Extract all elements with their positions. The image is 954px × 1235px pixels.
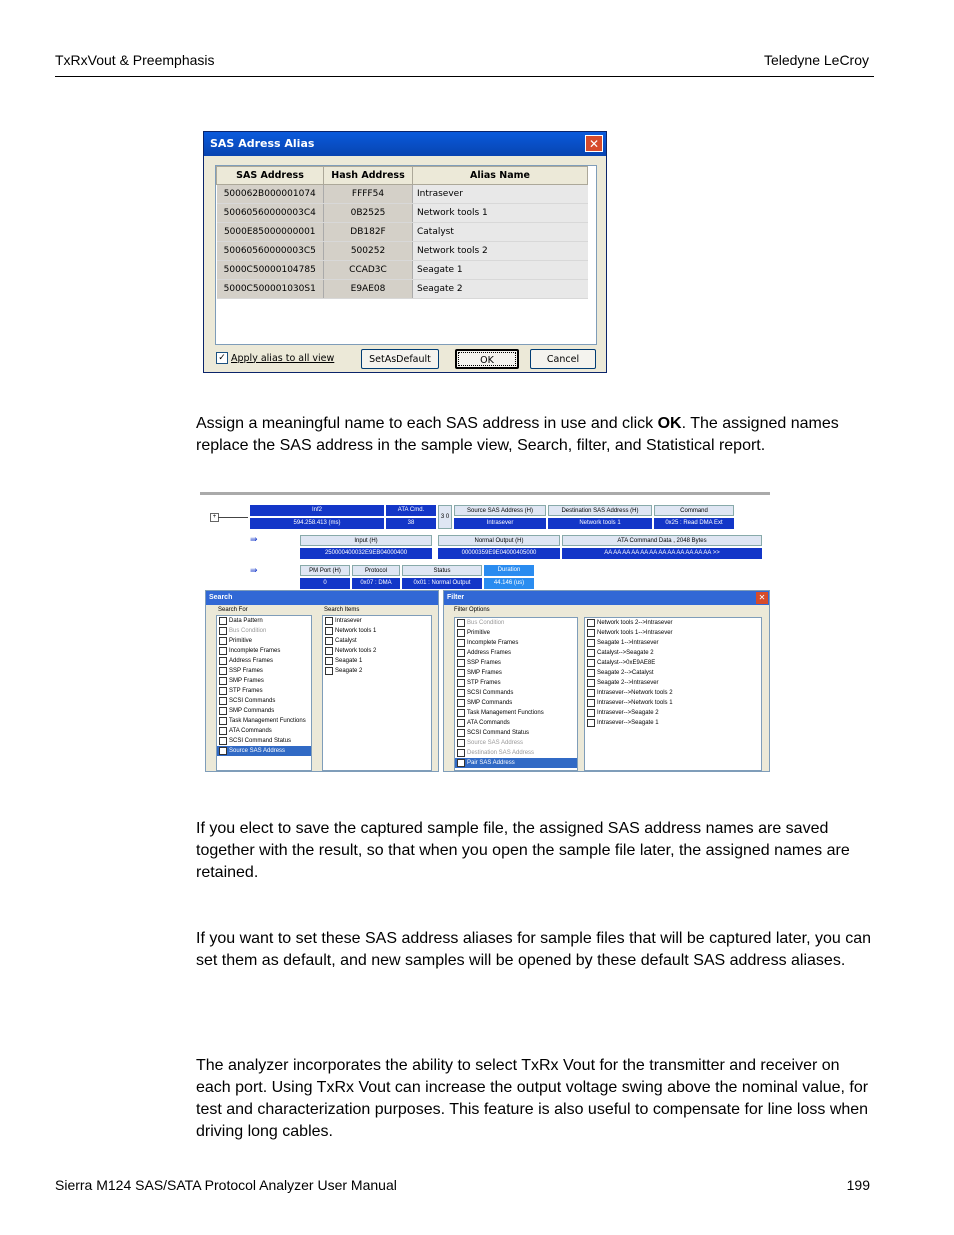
sas-address-cell: 5000E85000000001 [217, 223, 324, 242]
list-item[interactable] [455, 738, 577, 748]
hash-address-cell: 0B2525 [324, 204, 413, 223]
list-item[interactable] [455, 658, 577, 668]
list-item[interactable] [217, 666, 311, 676]
checkbox-icon[interactable] [219, 657, 227, 665]
table-row[interactable] [217, 261, 588, 280]
list-item-label: Intrasever-->Seagate 1 [597, 720, 659, 726]
list-item[interactable] [455, 708, 577, 718]
list-item-label: Catalyst-->Seagate 2 [597, 650, 654, 656]
checkbox-icon[interactable] [457, 759, 465, 767]
list-item[interactable] [217, 646, 311, 656]
checkbox-icon[interactable] [219, 737, 227, 745]
checkbox-icon[interactable] [219, 637, 227, 645]
checkbox-icon[interactable] [457, 749, 465, 757]
hash-address-cell: E9AE08 [324, 280, 413, 299]
search-for-list[interactable] [216, 615, 312, 771]
list-item-label: Task Management Functions [467, 710, 544, 716]
protocol-header: Protocol [352, 565, 400, 576]
list-item[interactable] [585, 678, 761, 688]
checkbox-icon[interactable] [457, 669, 465, 677]
search-for-label: Search For [218, 607, 248, 613]
source-sas-header: Source SAS Address (H) [454, 505, 546, 516]
ata-cmd: ATA Cmd. [386, 505, 436, 516]
list-item-label: SCSI Commands [229, 698, 276, 704]
alias-name-cell[interactable]: Network tools 1 [413, 204, 588, 223]
list-item[interactable] [585, 688, 761, 698]
checkbox-icon[interactable] [219, 747, 227, 755]
list-item-label: Source SAS Address [467, 740, 524, 746]
list-item[interactable] [217, 656, 311, 666]
paragraph-assign-names [196, 413, 876, 457]
cancel-button[interactable]: Cancel [530, 349, 596, 369]
checkbox-icon[interactable] [587, 639, 595, 647]
list-item-label: STP Frames [229, 688, 263, 694]
dest-sas-value: Network tools 1 [548, 518, 652, 529]
list-item-label: SCSI Command Status [229, 738, 292, 744]
para1-bold-ok: OK [657, 415, 682, 432]
list-item-label: SMP Commands [229, 708, 275, 714]
footer-left: Sierra M124 SAS/SATA Protocol Analyzer User Manual [55, 1177, 397, 1193]
filter-options-list[interactable] [454, 617, 578, 771]
ok-button[interactable]: OK [455, 349, 519, 369]
list-item[interactable] [585, 708, 761, 718]
checkbox-icon[interactable] [219, 707, 227, 715]
search-items-label: Search Items [324, 607, 360, 613]
sample-view [200, 492, 770, 591]
list-item[interactable] [585, 658, 761, 668]
checkbox-icon[interactable] [325, 667, 333, 675]
list-item[interactable] [455, 718, 577, 728]
checkbox-icon[interactable] [587, 709, 595, 717]
list-item-label: Address Frames [229, 658, 274, 664]
list-item-label: Seagate 2 [335, 668, 363, 674]
set-as-default-button[interactable]: SetAsDefault [361, 349, 439, 369]
checkbox-icon[interactable] [457, 719, 465, 727]
list-item[interactable] [217, 636, 311, 646]
apply-alias-checkbox[interactable] [216, 352, 334, 364]
list-item[interactable] [217, 736, 311, 746]
input-header: Input (H) [300, 535, 432, 546]
checkbox-icon[interactable] [219, 667, 227, 675]
normal-output-value: 00000359E9E04000405000 [438, 548, 560, 559]
sas-address-cell: 5000C50000104785 [217, 261, 324, 280]
checkbox-icon[interactable] [457, 679, 465, 687]
list-item-label: Incomplete Frames [229, 648, 281, 654]
list-item[interactable] [455, 698, 577, 708]
search-panel [205, 590, 439, 772]
filter-title: Filter [447, 594, 465, 601]
list-item[interactable] [455, 758, 577, 768]
checkbox-icon[interactable] [457, 629, 465, 637]
checkbox-icon[interactable] [587, 689, 595, 697]
source-sas-value: Intrasever [454, 518, 546, 529]
list-item-label: Source SAS Address [229, 748, 286, 754]
list-item-label: Seagate 2-->Catalyst [597, 670, 654, 676]
checkbox-icon[interactable] [325, 617, 333, 625]
close-icon[interactable]: ✕ [756, 592, 768, 604]
checkbox-icon[interactable] [457, 709, 465, 717]
list-item-label: Task Management Functions [229, 718, 306, 724]
list-item-label: SCSI Command Status [467, 730, 530, 736]
command-value: 0x25 : Read DMA Ext [654, 518, 734, 529]
list-item-label: ATA Commands [467, 720, 510, 726]
list-item[interactable] [455, 668, 577, 678]
alias-name-cell[interactable]: Seagate 2 [413, 280, 588, 299]
list-item[interactable] [585, 618, 761, 628]
list-item[interactable] [323, 656, 431, 666]
list-item[interactable] [455, 628, 577, 638]
table-row[interactable] [217, 204, 588, 223]
duration-header: Duration [484, 565, 534, 576]
hash-address-cell: DB182F [324, 223, 413, 242]
ata-data-header: ATA Command Data , 2048 Bytes [562, 535, 762, 546]
arrow-icon: ⇛ [250, 534, 258, 544]
paragraph-set-default: If you want to set these SAS address aliases for sample files that will be captured later, you can set them as default, and new samples will be opened by these default SAS address aliases. [196, 930, 872, 969]
sample-view-search-filter-screenshot [200, 492, 770, 772]
checkbox-icon[interactable] [219, 717, 227, 725]
hash-address-cell: FFFF54 [324, 185, 413, 204]
paragraph-txrx-vout: The analyzer incorporates the ability to select TxRx Vout for the transmitter and receiver on each port. Using TxRx Vout can increase the output voltage swing above the nominal value, for test and characterization purposes. This feature is also useful to compensate for line loss when driving long cables. [196, 1057, 869, 1140]
close-icon[interactable]: ✕ [585, 135, 603, 152]
list-item-label: Intrasever-->Network tools 1 [597, 700, 673, 706]
ata-data-value: AA AA AA AA AA AA AA AA AA AA AA AA >> [562, 548, 762, 559]
input-value: 250000400032E9EB04000400 [300, 548, 432, 559]
list-item[interactable] [455, 618, 577, 628]
table-row[interactable] [217, 223, 588, 242]
list-item[interactable] [455, 678, 577, 688]
list-item-label: SCSI Commands [467, 690, 514, 696]
list-item-label: Primitive [467, 630, 491, 636]
checkbox-icon[interactable] [219, 627, 227, 635]
list-item[interactable] [217, 716, 311, 726]
para1-text: Assign a meaningful name to each SAS address in use and click [196, 415, 658, 432]
checkbox-icon[interactable] [325, 657, 333, 665]
list-item-label: Data Pattern [229, 618, 263, 624]
list-item[interactable] [455, 648, 577, 658]
list-item[interactable] [217, 706, 311, 716]
list-item-label: Bus Condition [467, 620, 505, 626]
list-item-label: Bus Condition [229, 628, 267, 634]
list-item-label: ATA Commands [229, 728, 272, 734]
col-sas-address[interactable]: SAS Address [217, 167, 324, 185]
alias-name-cell[interactable]: Network tools 2 [413, 242, 588, 261]
list-item-label: SMP Commands [467, 700, 513, 706]
filter-title-bar [444, 591, 769, 605]
list-item-label: SSP Frames [467, 660, 501, 666]
hash-address-cell: CCAD3C [324, 261, 413, 280]
checkbox-icon[interactable] [457, 739, 465, 747]
expand-icon[interactable]: + [210, 513, 219, 522]
list-item[interactable] [585, 638, 761, 648]
list-item-label: Destination SAS Address [467, 750, 535, 756]
sas-address-cell: 50060560000003C5 [217, 242, 324, 261]
sas-address-cell: 5000C500001030S1 [217, 280, 324, 299]
checkbox-checked-icon[interactable]: ✓ [216, 352, 228, 364]
list-item-label: Network tools 1-->Intrasever [597, 630, 673, 636]
checkbox-icon[interactable] [219, 687, 227, 695]
list-item-label: Seagate 1-->Intrasever [597, 640, 659, 646]
checkbox-icon[interactable] [219, 677, 227, 685]
header-rule [55, 76, 874, 77]
dialog-title-bar [204, 132, 606, 156]
list-item-label: Network tools 2 [335, 648, 377, 654]
checkbox-icon[interactable] [457, 699, 465, 707]
list-item[interactable] [455, 638, 577, 648]
list-item-label: Intrasever-->Seagate 2 [597, 710, 659, 716]
list-item[interactable] [323, 646, 431, 656]
list-item[interactable] [217, 696, 311, 706]
search-items-list[interactable] [322, 615, 432, 771]
list-item[interactable] [217, 746, 311, 756]
checkbox-icon[interactable] [587, 679, 595, 687]
list-item[interactable] [455, 728, 577, 738]
pm-port-value: 0 [300, 578, 350, 589]
checkbox-icon[interactable] [587, 629, 595, 637]
table-row[interactable] [217, 185, 588, 204]
sas-address-cell: 50060560000003C4 [217, 204, 324, 223]
arrow-icon-2: ⇛ [250, 565, 258, 575]
list-item-label: SMP Frames [467, 670, 502, 676]
checkbox-icon[interactable] [587, 619, 595, 627]
port-cell: 3 0 [438, 505, 452, 529]
table-row[interactable] [217, 280, 588, 299]
checkbox-icon[interactable] [587, 699, 595, 707]
dialog-title: SAS Adress Alias [210, 137, 315, 150]
list-item-label: Seagate 1 [335, 658, 363, 664]
col-alias-name[interactable]: Alias Name [413, 167, 588, 185]
list-item-label: STP Frames [467, 680, 501, 686]
list-item[interactable] [323, 626, 431, 636]
list-item-label: Pair SAS Address [467, 760, 515, 766]
checkbox-icon[interactable] [457, 649, 465, 657]
list-item-label: Network tools 1 [335, 628, 377, 634]
apply-alias-label: Apply alias to all view [231, 352, 335, 364]
list-item-label: Catalyst [335, 638, 357, 644]
search-title: Search [206, 591, 438, 605]
command-header: Command [654, 505, 734, 516]
frame-type: Inf2 [250, 505, 384, 516]
frame-time: 594.258.413 (ms) [250, 518, 384, 529]
list-item-label: Catalyst-->0xE9AE8E [597, 660, 656, 666]
ata-cmd-value: 38 [386, 518, 436, 529]
checkbox-icon[interactable] [457, 659, 465, 667]
filter-panel [443, 590, 770, 772]
list-item-label: SSP Frames [229, 668, 263, 674]
list-item-label: Network tools 2-->Intrasever [597, 620, 673, 626]
list-item-label: Intrasever [335, 618, 362, 624]
list-item-label: Intrasever-->Network tools 2 [597, 690, 673, 696]
list-item[interactable] [585, 648, 761, 658]
checkbox-icon[interactable] [219, 727, 227, 735]
checkbox-icon[interactable] [587, 719, 595, 727]
filter-options-label: Filter Options [454, 607, 490, 613]
list-item[interactable] [217, 686, 311, 696]
checkbox-icon[interactable] [587, 669, 595, 677]
alias-name-cell[interactable]: Seagate 1 [413, 261, 588, 280]
dest-sas-header: Destination SAS Address (H) [548, 505, 652, 516]
para1-text-after: . The assigned names replace the SAS address in the sample view, Search, filter, and Statistical report. [196, 415, 839, 454]
list-item-label: Incomplete Frames [467, 640, 519, 646]
checkbox-icon[interactable] [325, 627, 333, 635]
pm-port-header: PM Port (H) [300, 565, 350, 576]
list-item[interactable] [323, 636, 431, 646]
list-item-label: Address Frames [467, 650, 512, 656]
list-item[interactable] [217, 626, 311, 636]
checkbox-icon[interactable] [457, 729, 465, 737]
checkbox-icon[interactable] [457, 619, 465, 627]
sas-address-alias-dialog [203, 131, 607, 373]
alias-name-cell[interactable]: Intrasever [413, 185, 588, 204]
col-hash-address[interactable]: Hash Address [324, 167, 413, 185]
status-value: 0x01 : Normal Output [402, 578, 482, 589]
checkbox-icon[interactable] [219, 647, 227, 655]
alias-grid [215, 165, 597, 345]
checkbox-icon[interactable] [219, 697, 227, 705]
checkbox-icon[interactable] [325, 637, 333, 645]
checkbox-icon[interactable] [457, 689, 465, 697]
checkbox-icon[interactable] [457, 639, 465, 647]
list-item[interactable] [585, 698, 761, 708]
checkbox-icon[interactable] [587, 649, 595, 657]
tree-line [218, 517, 248, 518]
list-item[interactable] [455, 748, 577, 758]
page-number: 199 [846, 1177, 870, 1193]
paragraph-save-sample: If you elect to save the captured sample file, the assigned SAS address names are saved together with the result, so that when you open the sample file later, the assigned names are retained. [196, 820, 850, 881]
list-item-label: SMP Frames [229, 678, 264, 684]
protocol-value: 0x07 : DMA [352, 578, 400, 589]
checkbox-icon[interactable] [587, 659, 595, 667]
hash-address-cell: 500252 [324, 242, 413, 261]
table-row[interactable] [217, 242, 588, 261]
list-item[interactable] [323, 616, 431, 626]
list-item[interactable] [217, 676, 311, 686]
normal-output-header: Normal Output (H) [438, 535, 560, 546]
running-header-right: Teledyne LeCroy [763, 52, 869, 68]
list-item-label: Primitive [229, 638, 253, 644]
list-item[interactable] [323, 666, 431, 676]
list-item[interactable] [585, 718, 761, 728]
list-item-label: Seagate 2-->Intrasever [597, 680, 659, 686]
list-item[interactable] [455, 688, 577, 698]
list-item[interactable] [585, 668, 761, 678]
checkbox-icon[interactable] [219, 617, 227, 625]
running-header-left: TxRxVout & Preemphasis [55, 52, 215, 68]
list-item[interactable] [585, 628, 761, 638]
status-header: Status [402, 565, 482, 576]
duration-value: 44.146 (us) [484, 578, 534, 589]
list-item[interactable] [217, 726, 311, 736]
checkbox-icon[interactable] [325, 647, 333, 655]
alias-name-cell[interactable]: Catalyst [413, 223, 588, 242]
sas-address-cell: 500062B000001074 [217, 185, 324, 204]
filter-pairs-list[interactable] [584, 617, 762, 771]
list-item[interactable] [217, 616, 311, 626]
